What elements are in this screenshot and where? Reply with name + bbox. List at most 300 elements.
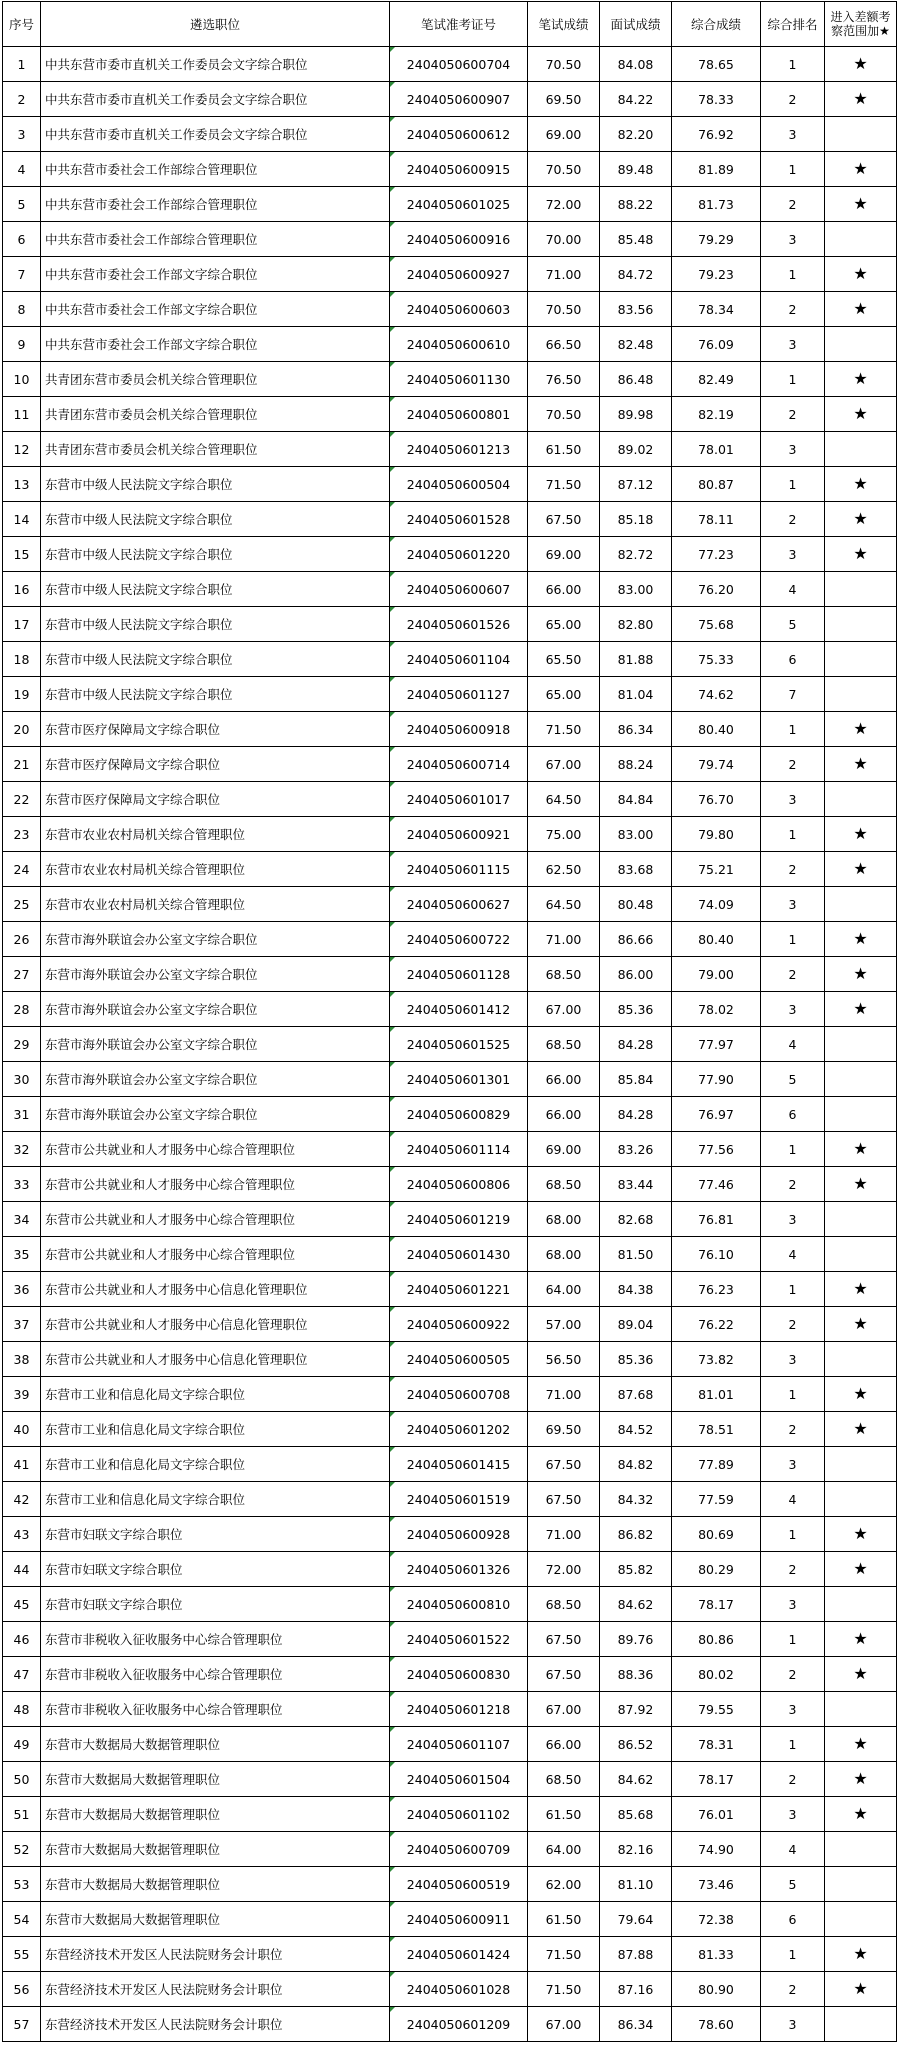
cell-selected bbox=[825, 1412, 897, 1447]
cell-position: 东营市工业和信息化局文字综合职位 bbox=[41, 1482, 390, 1517]
cell-position: 东营市农业农村局机关综合管理职位 bbox=[41, 817, 390, 852]
star-icon: ★ bbox=[853, 1559, 868, 1578]
table-row bbox=[3, 1657, 897, 1692]
cell-interview-score: 89.76 bbox=[600, 1622, 672, 1657]
cell-position: 东营市公共就业和人才服务中心综合管理职位 bbox=[41, 1132, 390, 1167]
cell-seq: 11 bbox=[3, 397, 41, 432]
table-row bbox=[3, 1202, 897, 1237]
table-row bbox=[3, 117, 897, 152]
cell-rank: 4 bbox=[761, 1237, 825, 1272]
cell-seq: 52 bbox=[3, 1832, 41, 1867]
cell-seq: 42 bbox=[3, 1482, 41, 1517]
cell-rank: 1 bbox=[761, 1727, 825, 1762]
cell-total-score: 77.89 bbox=[672, 1447, 761, 1482]
cell-selected bbox=[825, 257, 897, 292]
cell-seq: 27 bbox=[3, 957, 41, 992]
cell-written-score: 67.50 bbox=[528, 1482, 600, 1517]
cell-total-score: 80.40 bbox=[672, 922, 761, 957]
cell-position: 东营市工业和信息化局文字综合职位 bbox=[41, 1412, 390, 1447]
cell-rank: 3 bbox=[761, 222, 825, 257]
star-icon: ★ bbox=[853, 194, 868, 213]
cell-interview-score: 86.52 bbox=[600, 1727, 672, 1762]
table-row bbox=[3, 257, 897, 292]
star-icon: ★ bbox=[853, 1384, 868, 1403]
cell-rank: 1 bbox=[761, 467, 825, 502]
cell-written-score: 67.50 bbox=[528, 1622, 600, 1657]
cell-interview-score: 84.28 bbox=[600, 1097, 672, 1132]
cell-seq: 13 bbox=[3, 467, 41, 502]
cell-rank: 3 bbox=[761, 992, 825, 1027]
cell-selected bbox=[825, 1937, 897, 1972]
cell-seq: 38 bbox=[3, 1342, 41, 1377]
table-row bbox=[3, 1062, 897, 1097]
cell-written-score: 67.50 bbox=[528, 502, 600, 537]
cell-written-score: 70.00 bbox=[528, 222, 600, 257]
cell-interview-score: 80.48 bbox=[600, 887, 672, 922]
cell-interview-score: 83.26 bbox=[600, 1132, 672, 1167]
cell-total-score: 76.20 bbox=[672, 572, 761, 607]
cell-written-score: 67.00 bbox=[528, 2007, 600, 2042]
table-row bbox=[3, 607, 897, 642]
cell-written-score: 66.00 bbox=[528, 1727, 600, 1762]
table-row bbox=[3, 187, 897, 222]
cell-total-score: 79.23 bbox=[672, 257, 761, 292]
cell-seq: 34 bbox=[3, 1202, 41, 1237]
cell-selected bbox=[825, 47, 897, 82]
cell-position: 中共东营市委市直机关工作委员会文字综合职位 bbox=[41, 117, 390, 152]
cell-interview-score: 88.22 bbox=[600, 187, 672, 222]
star-icon: ★ bbox=[853, 299, 868, 318]
star-icon: ★ bbox=[853, 159, 868, 178]
cell-written-score: 72.00 bbox=[528, 1552, 600, 1587]
cell-written-score: 71.00 bbox=[528, 922, 600, 957]
cell-total-score: 76.92 bbox=[672, 117, 761, 152]
cell-written-score: 72.00 bbox=[528, 187, 600, 222]
cell-written-score: 71.50 bbox=[528, 1972, 600, 2007]
cell-exam-id: 2404050601028 bbox=[390, 1972, 528, 2007]
star-icon: ★ bbox=[853, 1734, 868, 1753]
cell-selected bbox=[825, 1167, 897, 1202]
star-icon: ★ bbox=[853, 89, 868, 108]
table-row bbox=[3, 1587, 897, 1622]
table-row bbox=[3, 817, 897, 852]
cell-exam-id: 2404050600806 bbox=[390, 1167, 528, 1202]
cell-interview-score: 82.68 bbox=[600, 1202, 672, 1237]
cell-total-score: 78.51 bbox=[672, 1412, 761, 1447]
cell-rank: 2 bbox=[761, 1972, 825, 2007]
cell-interview-score: 87.16 bbox=[600, 1972, 672, 2007]
table-row bbox=[3, 362, 897, 397]
cell-total-score: 80.87 bbox=[672, 467, 761, 502]
table-row bbox=[3, 467, 897, 502]
cell-interview-score: 84.22 bbox=[600, 82, 672, 117]
cell-rank: 2 bbox=[761, 957, 825, 992]
cell-selected bbox=[825, 922, 897, 957]
cell-selected bbox=[825, 1902, 897, 1937]
cell-position: 中共东营市委社会工作部文字综合职位 bbox=[41, 257, 390, 292]
table-row bbox=[3, 1097, 897, 1132]
cell-rank: 2 bbox=[761, 187, 825, 222]
cell-exam-id: 2404050601221 bbox=[390, 1272, 528, 1307]
cell-exam-id: 2404050600922 bbox=[390, 1307, 528, 1342]
cell-total-score: 80.86 bbox=[672, 1622, 761, 1657]
cell-position: 东营市大数据局大数据管理职位 bbox=[41, 1902, 390, 1937]
cell-seq: 17 bbox=[3, 607, 41, 642]
cell-total-score: 73.82 bbox=[672, 1342, 761, 1377]
star-icon: ★ bbox=[853, 1279, 868, 1298]
cell-rank: 3 bbox=[761, 782, 825, 817]
cell-interview-score: 83.00 bbox=[600, 817, 672, 852]
cell-exam-id: 2404050600829 bbox=[390, 1097, 528, 1132]
cell-interview-score: 81.88 bbox=[600, 642, 672, 677]
cell-rank: 1 bbox=[761, 47, 825, 82]
cell-total-score: 75.68 bbox=[672, 607, 761, 642]
table-row bbox=[3, 1972, 897, 2007]
cell-seq: 47 bbox=[3, 1657, 41, 1692]
cell-total-score: 77.46 bbox=[672, 1167, 761, 1202]
cell-rank: 1 bbox=[761, 362, 825, 397]
table-row bbox=[3, 1167, 897, 1202]
cell-written-score: 67.00 bbox=[528, 747, 600, 782]
cell-total-score: 81.89 bbox=[672, 152, 761, 187]
cell-total-score: 78.31 bbox=[672, 1727, 761, 1762]
cell-exam-id: 2404050601522 bbox=[390, 1622, 528, 1657]
cell-selected bbox=[825, 1657, 897, 1692]
cell-written-score: 71.00 bbox=[528, 257, 600, 292]
cell-selected bbox=[825, 292, 897, 327]
cell-written-score: 70.50 bbox=[528, 47, 600, 82]
cell-total-score: 76.70 bbox=[672, 782, 761, 817]
cell-selected bbox=[825, 502, 897, 537]
table-body bbox=[3, 47, 897, 2042]
cell-written-score: 62.00 bbox=[528, 1867, 600, 1902]
table-row bbox=[3, 1797, 897, 1832]
star-icon: ★ bbox=[853, 1139, 868, 1158]
cell-total-score: 76.23 bbox=[672, 1272, 761, 1307]
cell-rank: 2 bbox=[761, 747, 825, 782]
cell-total-score: 81.01 bbox=[672, 1377, 761, 1412]
cell-exam-id: 2404050601220 bbox=[390, 537, 528, 572]
cell-total-score: 78.34 bbox=[672, 292, 761, 327]
cell-total-score: 80.90 bbox=[672, 1972, 761, 2007]
table-row bbox=[3, 887, 897, 922]
cell-position: 东营市中级人民法院文字综合职位 bbox=[41, 537, 390, 572]
cell-seq: 19 bbox=[3, 677, 41, 712]
cell-exam-id: 2404050600810 bbox=[390, 1587, 528, 1622]
cell-interview-score: 89.02 bbox=[600, 432, 672, 467]
cell-total-score: 76.81 bbox=[672, 1202, 761, 1237]
cell-exam-id: 2404050600921 bbox=[390, 817, 528, 852]
cell-rank: 1 bbox=[761, 1937, 825, 1972]
cell-seq: 32 bbox=[3, 1132, 41, 1167]
star-icon: ★ bbox=[853, 474, 868, 493]
cell-position: 中共东营市委社会工作部综合管理职位 bbox=[41, 187, 390, 222]
cell-written-score: 66.00 bbox=[528, 1097, 600, 1132]
star-icon: ★ bbox=[853, 544, 868, 563]
cell-seq: 6 bbox=[3, 222, 41, 257]
cell-rank: 3 bbox=[761, 327, 825, 362]
table-row bbox=[3, 1832, 897, 1867]
cell-total-score: 74.09 bbox=[672, 887, 761, 922]
cell-rank: 1 bbox=[761, 712, 825, 747]
cell-exam-id: 2404050601104 bbox=[390, 642, 528, 677]
cell-interview-score: 83.00 bbox=[600, 572, 672, 607]
cell-exam-id: 2404050600927 bbox=[390, 257, 528, 292]
cell-selected bbox=[825, 2007, 897, 2042]
cell-rank: 2 bbox=[761, 82, 825, 117]
cell-written-score: 71.00 bbox=[528, 1517, 600, 1552]
cell-selected bbox=[825, 1272, 897, 1307]
cell-rank: 1 bbox=[761, 817, 825, 852]
cell-position: 东营市工业和信息化局文字综合职位 bbox=[41, 1447, 390, 1482]
star-icon: ★ bbox=[853, 1629, 868, 1648]
cell-exam-id: 2404050601430 bbox=[390, 1237, 528, 1272]
cell-exam-id: 2404050600911 bbox=[390, 1902, 528, 1937]
cell-exam-id: 2404050600708 bbox=[390, 1377, 528, 1412]
cell-position: 东营市工业和信息化局文字综合职位 bbox=[41, 1377, 390, 1412]
cell-total-score: 79.00 bbox=[672, 957, 761, 992]
table-row bbox=[3, 1902, 897, 1937]
cell-written-score: 65.50 bbox=[528, 642, 600, 677]
cell-rank: 2 bbox=[761, 1412, 825, 1447]
cell-selected bbox=[825, 1202, 897, 1237]
cell-seq: 49 bbox=[3, 1727, 41, 1762]
cell-selected bbox=[825, 1307, 897, 1342]
star-icon: ★ bbox=[853, 1979, 868, 1998]
cell-rank: 4 bbox=[761, 1832, 825, 1867]
cell-position: 东营经济技术开发区人民法院财务会计职位 bbox=[41, 1972, 390, 2007]
cell-selected bbox=[825, 992, 897, 1027]
table-row bbox=[3, 2007, 897, 2042]
cell-selected bbox=[825, 82, 897, 117]
cell-position: 中共东营市委社会工作部综合管理职位 bbox=[41, 222, 390, 257]
cell-selected bbox=[825, 1832, 897, 1867]
star-icon: ★ bbox=[853, 54, 868, 73]
cell-written-score: 69.00 bbox=[528, 117, 600, 152]
cell-written-score: 70.50 bbox=[528, 152, 600, 187]
cell-exam-id: 2404050601107 bbox=[390, 1727, 528, 1762]
cell-total-score: 78.11 bbox=[672, 502, 761, 537]
cell-interview-score: 89.98 bbox=[600, 397, 672, 432]
table-row bbox=[3, 1727, 897, 1762]
cell-selected bbox=[825, 852, 897, 887]
cell-seq: 44 bbox=[3, 1552, 41, 1587]
cell-position: 东营市农业农村局机关综合管理职位 bbox=[41, 852, 390, 887]
cell-position: 东营市大数据局大数据管理职位 bbox=[41, 1727, 390, 1762]
cell-selected bbox=[825, 1062, 897, 1097]
cell-seq: 4 bbox=[3, 152, 41, 187]
cell-position: 东营市海外联谊会办公室文字综合职位 bbox=[41, 957, 390, 992]
star-icon: ★ bbox=[853, 719, 868, 738]
table-row bbox=[3, 292, 897, 327]
results-sheet bbox=[2, 1, 897, 2042]
cell-rank: 2 bbox=[761, 1167, 825, 1202]
cell-position: 东营市非税收入征收服务中心综合管理职位 bbox=[41, 1692, 390, 1727]
cell-written-score: 68.50 bbox=[528, 1167, 600, 1202]
cell-exam-id: 2404050601326 bbox=[390, 1552, 528, 1587]
cell-rank: 1 bbox=[761, 1132, 825, 1167]
cell-seq: 48 bbox=[3, 1692, 41, 1727]
table-row bbox=[3, 572, 897, 607]
cell-total-score: 72.38 bbox=[672, 1902, 761, 1937]
cell-selected bbox=[825, 1447, 897, 1482]
cell-exam-id: 2404050601415 bbox=[390, 1447, 528, 1482]
cell-exam-id: 2404050600916 bbox=[390, 222, 528, 257]
cell-position: 东营市医疗保障局文字综合职位 bbox=[41, 747, 390, 782]
cell-seq: 23 bbox=[3, 817, 41, 852]
header-interview-score: 面试成绩 bbox=[600, 2, 672, 47]
cell-written-score: 61.50 bbox=[528, 1797, 600, 1832]
cell-written-score: 71.50 bbox=[528, 712, 600, 747]
cell-selected bbox=[825, 537, 897, 572]
cell-written-score: 61.50 bbox=[528, 1902, 600, 1937]
cell-exam-id: 2404050600504 bbox=[390, 467, 528, 502]
cell-rank: 1 bbox=[761, 1517, 825, 1552]
star-icon: ★ bbox=[853, 1174, 868, 1193]
header-written-score: 笔试成绩 bbox=[528, 2, 600, 47]
star-icon: ★ bbox=[853, 1314, 868, 1333]
cell-total-score: 74.62 bbox=[672, 677, 761, 712]
star-icon: ★ bbox=[853, 1524, 868, 1543]
star-icon: ★ bbox=[853, 929, 868, 948]
cell-rank: 2 bbox=[761, 1552, 825, 1587]
cell-seq: 39 bbox=[3, 1377, 41, 1412]
cell-selected bbox=[825, 887, 897, 922]
cell-position: 东营市中级人民法院文字综合职位 bbox=[41, 572, 390, 607]
table-row bbox=[3, 1132, 897, 1167]
cell-total-score: 75.21 bbox=[672, 852, 761, 887]
cell-seq: 30 bbox=[3, 1062, 41, 1097]
cell-rank: 5 bbox=[761, 607, 825, 642]
cell-interview-score: 85.84 bbox=[600, 1062, 672, 1097]
cell-exam-id: 2404050600714 bbox=[390, 747, 528, 782]
cell-selected bbox=[825, 1727, 897, 1762]
cell-interview-score: 82.16 bbox=[600, 1832, 672, 1867]
cell-seq: 16 bbox=[3, 572, 41, 607]
cell-interview-score: 84.84 bbox=[600, 782, 672, 817]
cell-exam-id: 2404050601128 bbox=[390, 957, 528, 992]
cell-interview-score: 86.34 bbox=[600, 2007, 672, 2042]
cell-seq: 25 bbox=[3, 887, 41, 922]
cell-selected bbox=[825, 362, 897, 397]
cell-written-score: 68.00 bbox=[528, 1202, 600, 1237]
cell-seq: 28 bbox=[3, 992, 41, 1027]
cell-selected bbox=[825, 642, 897, 677]
cell-written-score: 68.50 bbox=[528, 1587, 600, 1622]
cell-seq: 26 bbox=[3, 922, 41, 957]
star-icon: ★ bbox=[853, 1664, 868, 1683]
cell-interview-score: 84.82 bbox=[600, 1447, 672, 1482]
cell-interview-score: 86.82 bbox=[600, 1517, 672, 1552]
cell-written-score: 67.00 bbox=[528, 1692, 600, 1727]
table-row bbox=[3, 1342, 897, 1377]
cell-position: 共青团东营市委员会机关综合管理职位 bbox=[41, 432, 390, 467]
header-position: 遴选职位 bbox=[41, 2, 390, 47]
cell-position: 东营市农业农村局机关综合管理职位 bbox=[41, 887, 390, 922]
table-row bbox=[3, 642, 897, 677]
cell-written-score: 67.00 bbox=[528, 992, 600, 1027]
cell-total-score: 76.10 bbox=[672, 1237, 761, 1272]
cell-seq: 5 bbox=[3, 187, 41, 222]
table-row bbox=[3, 222, 897, 257]
cell-rank: 1 bbox=[761, 1272, 825, 1307]
cell-rank: 2 bbox=[761, 502, 825, 537]
cell-seq: 14 bbox=[3, 502, 41, 537]
cell-position: 中共东营市委市直机关工作委员会文字综合职位 bbox=[41, 82, 390, 117]
star-icon: ★ bbox=[853, 859, 868, 878]
cell-seq: 41 bbox=[3, 1447, 41, 1482]
cell-exam-id: 2404050601528 bbox=[390, 502, 528, 537]
cell-total-score: 78.60 bbox=[672, 2007, 761, 2042]
cell-rank: 3 bbox=[761, 117, 825, 152]
cell-interview-score: 86.66 bbox=[600, 922, 672, 957]
cell-interview-score: 83.68 bbox=[600, 852, 672, 887]
cell-exam-id: 2404050601519 bbox=[390, 1482, 528, 1517]
cell-interview-score: 84.28 bbox=[600, 1027, 672, 1062]
cell-position: 东营市非税收入征收服务中心综合管理职位 bbox=[41, 1622, 390, 1657]
cell-rank: 2 bbox=[761, 1307, 825, 1342]
cell-interview-score: 85.82 bbox=[600, 1552, 672, 1587]
cell-exam-id: 2404050600801 bbox=[390, 397, 528, 432]
cell-selected bbox=[825, 1342, 897, 1377]
cell-rank: 2 bbox=[761, 852, 825, 887]
cell-position: 东营市海外联谊会办公室文字综合职位 bbox=[41, 992, 390, 1027]
cell-rank: 1 bbox=[761, 257, 825, 292]
cell-position: 东营市海外联谊会办公室文字综合职位 bbox=[41, 922, 390, 957]
cell-selected bbox=[825, 607, 897, 642]
cell-seq: 55 bbox=[3, 1937, 41, 1972]
cell-total-score: 80.29 bbox=[672, 1552, 761, 1587]
cell-position: 东营市妇联文字综合职位 bbox=[41, 1552, 390, 1587]
cell-selected bbox=[825, 117, 897, 152]
cell-interview-score: 83.44 bbox=[600, 1167, 672, 1202]
cell-seq: 21 bbox=[3, 747, 41, 782]
cell-interview-score: 82.20 bbox=[600, 117, 672, 152]
cell-exam-id: 2404050601102 bbox=[390, 1797, 528, 1832]
cell-position: 东营市公共就业和人才服务中心综合管理职位 bbox=[41, 1202, 390, 1237]
cell-total-score: 80.02 bbox=[672, 1657, 761, 1692]
star-icon: ★ bbox=[853, 999, 868, 1018]
cell-interview-score: 86.48 bbox=[600, 362, 672, 397]
table-row bbox=[3, 1692, 897, 1727]
header-row bbox=[3, 2, 897, 47]
cell-exam-id: 2404050600603 bbox=[390, 292, 528, 327]
cell-exam-id: 2404050601130 bbox=[390, 362, 528, 397]
cell-exam-id: 2404050601202 bbox=[390, 1412, 528, 1447]
cell-rank: 2 bbox=[761, 292, 825, 327]
cell-exam-id: 2404050600907 bbox=[390, 82, 528, 117]
cell-seq: 53 bbox=[3, 1867, 41, 1902]
cell-total-score: 77.23 bbox=[672, 537, 761, 572]
cell-seq: 46 bbox=[3, 1622, 41, 1657]
cell-seq: 33 bbox=[3, 1167, 41, 1202]
cell-position: 共青团东营市委员会机关综合管理职位 bbox=[41, 362, 390, 397]
cell-seq: 24 bbox=[3, 852, 41, 887]
cell-selected bbox=[825, 1482, 897, 1517]
cell-selected bbox=[825, 1027, 897, 1062]
cell-selected bbox=[825, 1972, 897, 2007]
cell-interview-score: 79.64 bbox=[600, 1902, 672, 1937]
cell-interview-score: 81.50 bbox=[600, 1237, 672, 1272]
cell-rank: 3 bbox=[761, 1587, 825, 1622]
cell-interview-score: 81.10 bbox=[600, 1867, 672, 1902]
star-icon: ★ bbox=[853, 754, 868, 773]
cell-rank: 3 bbox=[761, 1342, 825, 1377]
cell-seq: 3 bbox=[3, 117, 41, 152]
table-row bbox=[3, 432, 897, 467]
cell-selected bbox=[825, 1587, 897, 1622]
cell-interview-score: 84.52 bbox=[600, 1412, 672, 1447]
